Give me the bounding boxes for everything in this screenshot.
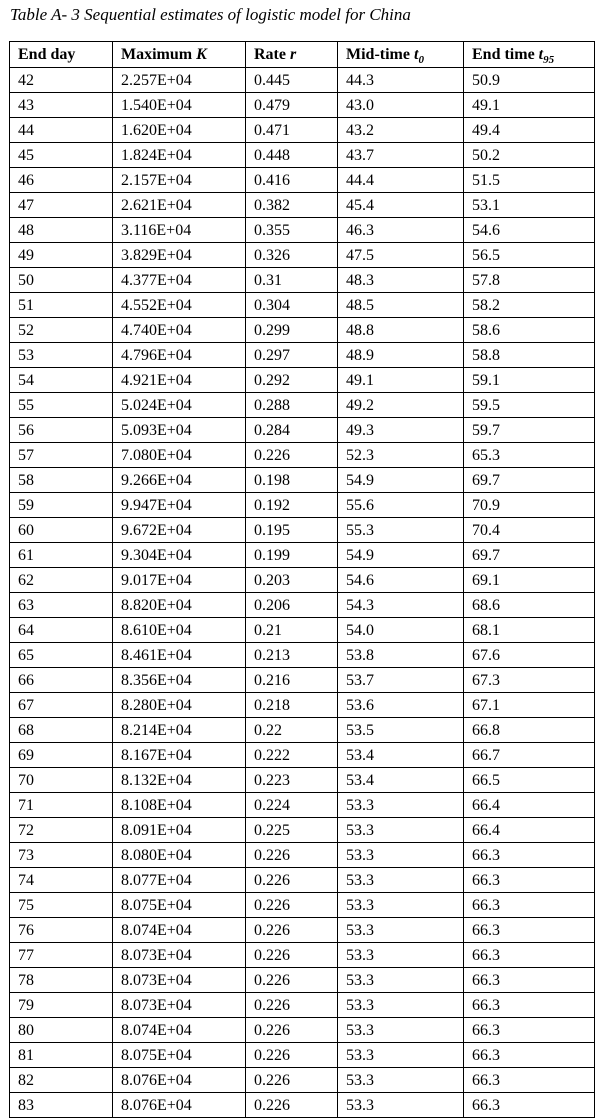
end-day-cell: 66 bbox=[10, 668, 113, 693]
end-time-cell: 66.3 bbox=[464, 843, 595, 868]
rate-r-cell: 0.21 bbox=[246, 618, 338, 643]
maximum-k-cell: 5.024E+04 bbox=[113, 393, 246, 418]
mid-time-cell: 53.3 bbox=[338, 918, 464, 943]
table-row bbox=[10, 1018, 595, 1043]
rate-r-cell: 0.224 bbox=[246, 793, 338, 818]
table-row bbox=[10, 118, 595, 143]
maximum-k-cell: 8.280E+04 bbox=[113, 693, 246, 718]
end-day-cell: 59 bbox=[10, 493, 113, 518]
end-day-cell: 60 bbox=[10, 518, 113, 543]
rate-r-cell: 0.206 bbox=[246, 593, 338, 618]
maximum-k-cell: 9.947E+04 bbox=[113, 493, 246, 518]
end-day-cell: 79 bbox=[10, 993, 113, 1018]
end-time-cell: 66.4 bbox=[464, 818, 595, 843]
rate-r-cell: 0.192 bbox=[246, 493, 338, 518]
mid-time-cell: 53.3 bbox=[338, 868, 464, 893]
maximum-k-cell: 2.257E+04 bbox=[113, 68, 246, 93]
end-day-cell: 70 bbox=[10, 768, 113, 793]
maximum-k-cell: 8.073E+04 bbox=[113, 968, 246, 993]
table-row bbox=[10, 518, 595, 543]
rate-r-cell: 0.304 bbox=[246, 293, 338, 318]
maximum-k-cell: 8.108E+04 bbox=[113, 793, 246, 818]
rate-r-cell: 0.479 bbox=[246, 93, 338, 118]
end-time-cell: 58.6 bbox=[464, 318, 595, 343]
rate-r-cell: 0.226 bbox=[246, 1068, 338, 1093]
rate-r-cell: 0.297 bbox=[246, 343, 338, 368]
table-row bbox=[10, 1043, 595, 1068]
mid-time-cell: 52.3 bbox=[338, 443, 464, 468]
mid-time-cell: 53.3 bbox=[338, 793, 464, 818]
mid-time-cell: 48.8 bbox=[338, 318, 464, 343]
end-day-cell: 62 bbox=[10, 568, 113, 593]
rate-r-cell: 0.223 bbox=[246, 768, 338, 793]
end-day-cell: 51 bbox=[10, 293, 113, 318]
end-day-cell: 80 bbox=[10, 1018, 113, 1043]
table-row bbox=[10, 243, 595, 268]
mid-time-cell: 53.3 bbox=[338, 893, 464, 918]
maximum-k-cell: 4.921E+04 bbox=[113, 368, 246, 393]
maximum-k-cell: 8.820E+04 bbox=[113, 593, 246, 618]
maximum-k-cell: 3.829E+04 bbox=[113, 243, 246, 268]
mid-time-cell: 53.6 bbox=[338, 693, 464, 718]
maximum-k-cell: 2.157E+04 bbox=[113, 168, 246, 193]
maximum-k-cell: 8.075E+04 bbox=[113, 1043, 246, 1068]
end-time-cell: 51.5 bbox=[464, 168, 595, 193]
mid-time-cell: 43.2 bbox=[338, 118, 464, 143]
maximum-k-cell: 1.620E+04 bbox=[113, 118, 246, 143]
end-time-cell: 50.9 bbox=[464, 68, 595, 93]
table-row bbox=[10, 293, 595, 318]
end-day-cell: 82 bbox=[10, 1068, 113, 1093]
maximum-k-cell: 8.356E+04 bbox=[113, 668, 246, 693]
maximum-k-cell: 2.621E+04 bbox=[113, 193, 246, 218]
table-row bbox=[10, 893, 595, 918]
table-header-row bbox=[10, 42, 595, 68]
table-row bbox=[10, 993, 595, 1018]
table-body bbox=[10, 68, 595, 1118]
mid-time-cell: 53.3 bbox=[338, 1093, 464, 1118]
rate-r-cell: 0.326 bbox=[246, 243, 338, 268]
maximum-k-cell: 8.167E+04 bbox=[113, 743, 246, 768]
mid-time-cell: 47.5 bbox=[338, 243, 464, 268]
table-row bbox=[10, 93, 595, 118]
maximum-k-cell: 8.075E+04 bbox=[113, 893, 246, 918]
rate-r-cell: 0.471 bbox=[246, 118, 338, 143]
end-time-cell: 67.3 bbox=[464, 668, 595, 693]
end-time-cell: 53.1 bbox=[464, 193, 595, 218]
maximum-k-cell: 9.266E+04 bbox=[113, 468, 246, 493]
mid-time-cell: 53.5 bbox=[338, 718, 464, 743]
mid-time-cell: 53.3 bbox=[338, 1043, 464, 1068]
end-day-cell: 44 bbox=[10, 118, 113, 143]
maximum-k-cell: 1.540E+04 bbox=[113, 93, 246, 118]
end-time-cell: 66.4 bbox=[464, 793, 595, 818]
mid-time-cell: 48.9 bbox=[338, 343, 464, 368]
table-row bbox=[10, 143, 595, 168]
mid-time-cell: 53.3 bbox=[338, 818, 464, 843]
maximum-k-cell: 8.132E+04 bbox=[113, 768, 246, 793]
mid-time-cell: 54.6 bbox=[338, 568, 464, 593]
mid-time-cell: 53.4 bbox=[338, 743, 464, 768]
end-time-cell: 49.4 bbox=[464, 118, 595, 143]
rate-r-cell: 0.226 bbox=[246, 893, 338, 918]
table-row bbox=[10, 568, 595, 593]
end-day-cell: 68 bbox=[10, 718, 113, 743]
end-time-cell: 69.7 bbox=[464, 468, 595, 493]
rate-r-cell: 0.284 bbox=[246, 418, 338, 443]
end-day-cell: 47 bbox=[10, 193, 113, 218]
table-row bbox=[10, 693, 595, 718]
maximum-k-cell: 9.672E+04 bbox=[113, 518, 246, 543]
end-time-cell: 49.1 bbox=[464, 93, 595, 118]
header-end-day: End day bbox=[10, 42, 113, 68]
rate-r-cell: 0.226 bbox=[246, 443, 338, 468]
table-row bbox=[10, 193, 595, 218]
rate-r-cell: 0.226 bbox=[246, 968, 338, 993]
end-time-cell: 66.3 bbox=[464, 893, 595, 918]
end-time-cell: 66.5 bbox=[464, 768, 595, 793]
table-row bbox=[10, 943, 595, 968]
maximum-k-cell: 9.017E+04 bbox=[113, 568, 246, 593]
end-time-cell: 59.7 bbox=[464, 418, 595, 443]
table-row bbox=[10, 318, 595, 343]
end-day-cell: 69 bbox=[10, 743, 113, 768]
mid-time-cell: 53.3 bbox=[338, 1068, 464, 1093]
end-day-cell: 55 bbox=[10, 393, 113, 418]
table-row bbox=[10, 643, 595, 668]
end-time-cell: 66.3 bbox=[464, 868, 595, 893]
mid-time-cell: 54.0 bbox=[338, 618, 464, 643]
mid-time-cell: 45.4 bbox=[338, 193, 464, 218]
end-day-cell: 58 bbox=[10, 468, 113, 493]
logistic-estimates-table bbox=[9, 41, 595, 1118]
table-row bbox=[10, 843, 595, 868]
maximum-k-cell: 8.074E+04 bbox=[113, 918, 246, 943]
rate-r-cell: 0.226 bbox=[246, 1093, 338, 1118]
mid-time-cell: 49.3 bbox=[338, 418, 464, 443]
end-day-cell: 63 bbox=[10, 593, 113, 618]
mid-time-cell: 54.9 bbox=[338, 543, 464, 568]
maximum-k-cell: 8.461E+04 bbox=[113, 643, 246, 668]
table-row bbox=[10, 68, 595, 93]
rate-r-cell: 0.216 bbox=[246, 668, 338, 693]
mid-time-cell: 55.3 bbox=[338, 518, 464, 543]
end-day-cell: 54 bbox=[10, 368, 113, 393]
end-time-cell: 68.6 bbox=[464, 593, 595, 618]
end-time-cell: 69.7 bbox=[464, 543, 595, 568]
table-row bbox=[10, 218, 595, 243]
end-time-cell: 56.5 bbox=[464, 243, 595, 268]
maximum-k-cell: 8.610E+04 bbox=[113, 618, 246, 643]
end-time-cell: 58.2 bbox=[464, 293, 595, 318]
mid-time-cell: 49.1 bbox=[338, 368, 464, 393]
maximum-k-cell: 8.076E+04 bbox=[113, 1068, 246, 1093]
rate-r-cell: 0.218 bbox=[246, 693, 338, 718]
maximum-k-cell: 8.214E+04 bbox=[113, 718, 246, 743]
end-time-cell: 66.3 bbox=[464, 968, 595, 993]
end-day-cell: 81 bbox=[10, 1043, 113, 1068]
end-time-cell: 58.8 bbox=[464, 343, 595, 368]
rate-r-cell: 0.203 bbox=[246, 568, 338, 593]
rate-r-cell: 0.198 bbox=[246, 468, 338, 493]
end-time-cell: 50.2 bbox=[464, 143, 595, 168]
mid-time-cell: 43.7 bbox=[338, 143, 464, 168]
end-day-cell: 45 bbox=[10, 143, 113, 168]
maximum-k-cell: 4.552E+04 bbox=[113, 293, 246, 318]
end-day-cell: 52 bbox=[10, 318, 113, 343]
mid-time-cell: 48.3 bbox=[338, 268, 464, 293]
end-day-cell: 57 bbox=[10, 443, 113, 468]
end-day-cell: 42 bbox=[10, 68, 113, 93]
table-caption: Table A- 3 Sequential estimates of logistic model for China bbox=[10, 5, 411, 24]
maximum-k-cell: 1.824E+04 bbox=[113, 143, 246, 168]
end-time-cell: 66.7 bbox=[464, 743, 595, 768]
end-time-cell: 70.9 bbox=[464, 493, 595, 518]
end-time-cell: 66.3 bbox=[464, 918, 595, 943]
maximum-k-cell: 4.740E+04 bbox=[113, 318, 246, 343]
table-row bbox=[10, 793, 595, 818]
maximum-k-cell: 5.093E+04 bbox=[113, 418, 246, 443]
rate-r-cell: 0.195 bbox=[246, 518, 338, 543]
header-end-time: End time $t_{95}$ bbox=[464, 42, 595, 68]
mid-time-cell: 44.4 bbox=[338, 168, 464, 193]
end-time-cell: 67.6 bbox=[464, 643, 595, 668]
end-time-cell: 66.8 bbox=[464, 718, 595, 743]
table-row bbox=[10, 968, 595, 993]
end-time-cell: 66.3 bbox=[464, 1043, 595, 1068]
end-day-cell: 50 bbox=[10, 268, 113, 293]
end-time-cell: 57.8 bbox=[464, 268, 595, 293]
mid-time-cell: 53.3 bbox=[338, 1018, 464, 1043]
end-time-cell: 65.3 bbox=[464, 443, 595, 468]
rate-r-cell: 0.31 bbox=[246, 268, 338, 293]
end-time-cell: 70.4 bbox=[464, 518, 595, 543]
mid-time-cell: 48.5 bbox=[338, 293, 464, 318]
mid-time-cell: 55.6 bbox=[338, 493, 464, 518]
end-time-cell: 54.6 bbox=[464, 218, 595, 243]
table-row bbox=[10, 818, 595, 843]
rate-r-cell: 0.199 bbox=[246, 543, 338, 568]
end-day-cell: 78 bbox=[10, 968, 113, 993]
table-row bbox=[10, 593, 595, 618]
rate-r-cell: 0.292 bbox=[246, 368, 338, 393]
maximum-k-cell: 8.076E+04 bbox=[113, 1093, 246, 1118]
mid-time-cell: 54.3 bbox=[338, 593, 464, 618]
table-row bbox=[10, 543, 595, 568]
end-time-cell: 66.3 bbox=[464, 1018, 595, 1043]
mid-time-cell: 53.3 bbox=[338, 993, 464, 1018]
rate-r-cell: 0.226 bbox=[246, 1043, 338, 1068]
end-day-cell: 61 bbox=[10, 543, 113, 568]
mid-time-cell: 43.0 bbox=[338, 93, 464, 118]
table-row bbox=[10, 1093, 595, 1118]
end-day-cell: 65 bbox=[10, 643, 113, 668]
mid-time-cell: 53.3 bbox=[338, 943, 464, 968]
rate-r-cell: 0.226 bbox=[246, 843, 338, 868]
end-day-cell: 76 bbox=[10, 918, 113, 943]
end-day-cell: 46 bbox=[10, 168, 113, 193]
mid-time-cell: 54.9 bbox=[338, 468, 464, 493]
maximum-k-cell: 8.074E+04 bbox=[113, 1018, 246, 1043]
end-day-cell: 43 bbox=[10, 93, 113, 118]
table-row bbox=[10, 718, 595, 743]
mid-time-cell: 53.3 bbox=[338, 843, 464, 868]
header-maximum-k: Maximum K bbox=[113, 42, 246, 68]
maximum-k-cell: 3.116E+04 bbox=[113, 218, 246, 243]
table-row bbox=[10, 768, 595, 793]
end-time-cell: 68.1 bbox=[464, 618, 595, 643]
table-row bbox=[10, 443, 595, 468]
mid-time-cell: 44.3 bbox=[338, 68, 464, 93]
end-day-cell: 75 bbox=[10, 893, 113, 918]
maximum-k-cell: 8.073E+04 bbox=[113, 993, 246, 1018]
rate-r-cell: 0.22 bbox=[246, 718, 338, 743]
table-row bbox=[10, 918, 595, 943]
end-time-cell: 59.1 bbox=[464, 368, 595, 393]
rate-r-cell: 0.222 bbox=[246, 743, 338, 768]
table-row bbox=[10, 493, 595, 518]
maximum-k-cell: 4.796E+04 bbox=[113, 343, 246, 368]
end-time-cell: 66.3 bbox=[464, 1068, 595, 1093]
end-day-cell: 73 bbox=[10, 843, 113, 868]
end-day-cell: 77 bbox=[10, 943, 113, 968]
rate-r-cell: 0.226 bbox=[246, 943, 338, 968]
end-day-cell: 71 bbox=[10, 793, 113, 818]
mid-time-cell: 49.2 bbox=[338, 393, 464, 418]
table-row bbox=[10, 343, 595, 368]
table-row bbox=[10, 468, 595, 493]
rate-r-cell: 0.226 bbox=[246, 918, 338, 943]
rate-r-cell: 0.416 bbox=[246, 168, 338, 193]
end-time-cell: 66.3 bbox=[464, 1093, 595, 1118]
table-row bbox=[10, 268, 595, 293]
maximum-k-cell: 9.304E+04 bbox=[113, 543, 246, 568]
rate-r-cell: 0.226 bbox=[246, 993, 338, 1018]
table-row bbox=[10, 168, 595, 193]
end-time-cell: 67.1 bbox=[464, 693, 595, 718]
rate-r-cell: 0.213 bbox=[246, 643, 338, 668]
rate-r-cell: 0.225 bbox=[246, 818, 338, 843]
header-mid-time: Mid-time $t_0$ bbox=[338, 42, 464, 68]
rate-r-cell: 0.299 bbox=[246, 318, 338, 343]
maximum-k-cell: 8.073E+04 bbox=[113, 943, 246, 968]
table-row bbox=[10, 668, 595, 693]
rate-r-cell: 0.226 bbox=[246, 1018, 338, 1043]
end-day-cell: 72 bbox=[10, 818, 113, 843]
maximum-k-cell: 7.080E+04 bbox=[113, 443, 246, 468]
maximum-k-cell: 8.077E+04 bbox=[113, 868, 246, 893]
end-time-cell: 59.5 bbox=[464, 393, 595, 418]
end-time-cell: 66.3 bbox=[464, 993, 595, 1018]
end-day-cell: 48 bbox=[10, 218, 113, 243]
end-day-cell: 53 bbox=[10, 343, 113, 368]
table-row bbox=[10, 393, 595, 418]
end-day-cell: 67 bbox=[10, 693, 113, 718]
table-row bbox=[10, 418, 595, 443]
end-time-cell: 69.1 bbox=[464, 568, 595, 593]
maximum-k-cell: 8.091E+04 bbox=[113, 818, 246, 843]
end-day-cell: 49 bbox=[10, 243, 113, 268]
mid-time-cell: 46.3 bbox=[338, 218, 464, 243]
header-rate-r: Rate r bbox=[246, 42, 338, 68]
table-row bbox=[10, 743, 595, 768]
rate-r-cell: 0.226 bbox=[246, 868, 338, 893]
table-row bbox=[10, 868, 595, 893]
table-row bbox=[10, 1068, 595, 1093]
mid-time-cell: 53.4 bbox=[338, 768, 464, 793]
end-time-cell: 66.3 bbox=[464, 943, 595, 968]
maximum-k-cell: 8.080E+04 bbox=[113, 843, 246, 868]
table-row bbox=[10, 618, 595, 643]
rate-r-cell: 0.448 bbox=[246, 143, 338, 168]
mid-time-cell: 53.8 bbox=[338, 643, 464, 668]
maximum-k-cell: 4.377E+04 bbox=[113, 268, 246, 293]
end-day-cell: 56 bbox=[10, 418, 113, 443]
mid-time-cell: 53.7 bbox=[338, 668, 464, 693]
rate-r-cell: 0.382 bbox=[246, 193, 338, 218]
rate-r-cell: 0.288 bbox=[246, 393, 338, 418]
rate-r-cell: 0.445 bbox=[246, 68, 338, 93]
mid-time-cell: 53.3 bbox=[338, 968, 464, 993]
end-day-cell: 74 bbox=[10, 868, 113, 893]
end-day-cell: 64 bbox=[10, 618, 113, 643]
end-day-cell: 83 bbox=[10, 1093, 113, 1118]
table-row bbox=[10, 368, 595, 393]
rate-r-cell: 0.355 bbox=[246, 218, 338, 243]
